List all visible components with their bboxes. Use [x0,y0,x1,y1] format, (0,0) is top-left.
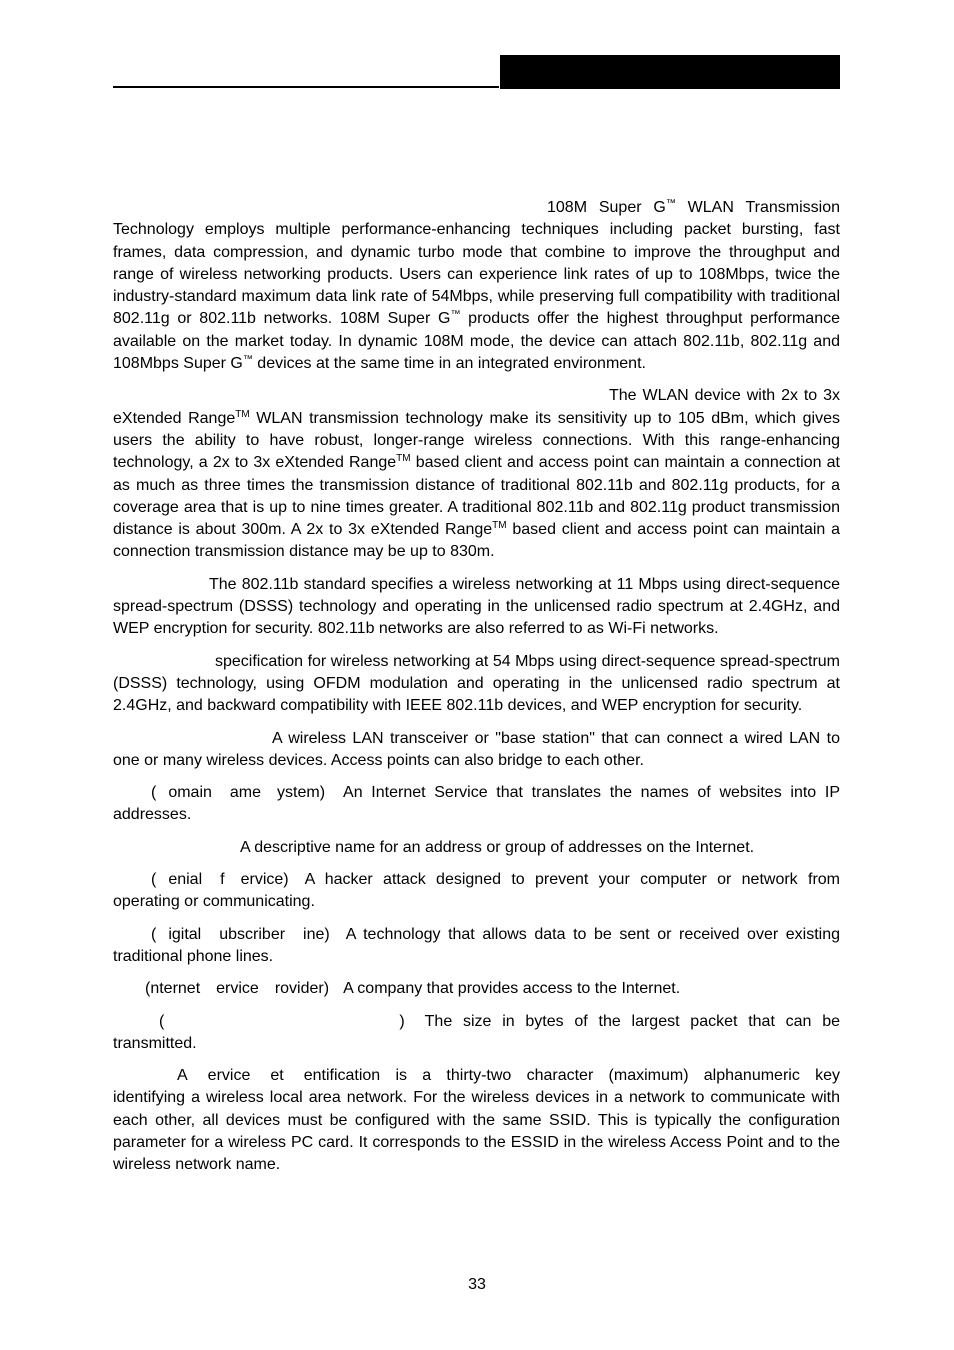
paragraph-mtu [113,1011,840,1056]
text: ( [151,871,157,889]
text: based client and access point can maintain a connection transmission distance may be up to 830m. [113,521,840,561]
paragraph-802-11g: specification for wireless networking at 54 Mbps using direct-sequence spread-spectrum (DSSS) technology, using OFDM modulation and operating in the unlicensed radio spectrum at 2.4GHz, and backward compatibility with IEEE 802.11b devices, and WEP encryption for security. [113,652,840,715]
text: A [177,1067,188,1085]
trademark-mark: ™ [242,354,253,366]
trademark-mark: TM [492,520,507,532]
text: devices at the same time in an integrated environment. [252,355,646,373]
trademark-mark: ™ [665,198,676,209]
text: An Internet Service that translates the names of websites into IP addresses. [113,784,840,824]
text: ervice [216,980,259,998]
text: rovider) [274,980,330,998]
trademark-mark: TM [235,408,250,420]
text: WLAN Transmission Technology employs multiple performance-enhancing techniques including packet bursting, fast frames, data compression, and dynamic turbo mode that combine to improve the throughput and range of wireless networking products. Users can experience link rates of up to 108Mbps, twice the industry-standard maximum data link rate of 54Mbps, while preserving full compatibility with traditional 802.11g or 802.11b networks. 108M Super G [113,199,840,328]
paragraph-dsl [113,924,840,969]
paragraph-super-g [113,197,840,375]
text: ystem) [277,784,326,802]
text: ine) [303,925,330,943]
text: ) [399,1012,405,1030]
paragraph-ssid [113,1065,840,1176]
text: ame [229,784,262,802]
text: f [220,871,225,889]
text: ubscriber [219,925,286,943]
text: WLAN transmission technology make its sensitivity up to 105 dBm, which gives users the ability to have robust, longer-range wireless connections. With this range-enhancing technology, a 2x to 3x eXtended Range [113,409,840,472]
text: omain [168,784,212,802]
page-number: 33 [468,1276,486,1293]
text: ( [151,925,157,943]
text: ( [151,784,157,802]
text: ervice [207,1067,251,1085]
header-black-bar [500,55,840,89]
text: nternet [150,980,201,998]
text: entification is a thirty-two character (maximum) alphanumeric key identifying a wireless local area network. For the wireless devices in a network to communicate with each other, all devices must be configured with the same SSID. This is typically the configuration parameter for a wireless PC card. It corresponds to the ESSID in the wireless Access Point and to the wireless network name. [113,1067,840,1174]
paragraph-access-point: A wireless LAN transceiver or "base station" that can connect a wired LAN to one or many wireless devices. Access points can also bridge to each other. [113,729,840,769]
glossary-content [113,197,840,1187]
paragraph-802-11b: The 802.11b standard specifies a wireless networking at 11 Mbps using direct-sequence spread-spectrum (DSSS) technology and operating in the unlicensed radio spectrum at 2.4GHz, and WEP encryption for security. 802.11b networks are also referred to as Wi-Fi networks. [113,575,840,638]
text: 108M Super G [547,199,666,216]
text: ervice) [240,871,289,889]
text: ( [145,980,151,998]
text: products offer the highest throughput performance available on the market today. In dynamic 108M mode, the device can attach 802.11b, 802.11g and 108Mbps Super G [113,310,840,373]
paragraph-isp [113,978,840,1000]
text: The size in bytes of the largest packet that can be transmitted. [113,1012,840,1052]
paragraph-dns [113,782,840,827]
text: A company that provides access to the Internet. [343,980,681,998]
text: A technology that allows data to be sent or received over existing traditional phone lines. [113,925,840,965]
header-rule [113,86,499,88]
text: et [270,1067,284,1085]
text: ( [159,1012,165,1030]
paragraph-dos [113,869,840,914]
text: igital [168,925,202,943]
text: A hacker attack designed to prevent your computer or network from operating or communicating. [113,871,840,911]
text: enial [168,871,203,889]
paragraph-extended-range [113,385,840,563]
trademark-mark: ™ [450,309,461,321]
trademark-mark: TM [396,453,411,465]
paragraph-domain-name: A descriptive name for an address or group of addresses on the Internet. [240,838,755,856]
text: The WLAN device with 2x to 3x eXtended Range [113,387,840,427]
text: based client and access point can maintain a connection at as much as three times the transmission distance of traditional 802.11b and 802.11g products, for a coverage area that is up to nine times greater. A traditional 802.11b and 802.11g product transmission distance is about 300m. A 2x to 3x eXtended Range [113,454,840,539]
